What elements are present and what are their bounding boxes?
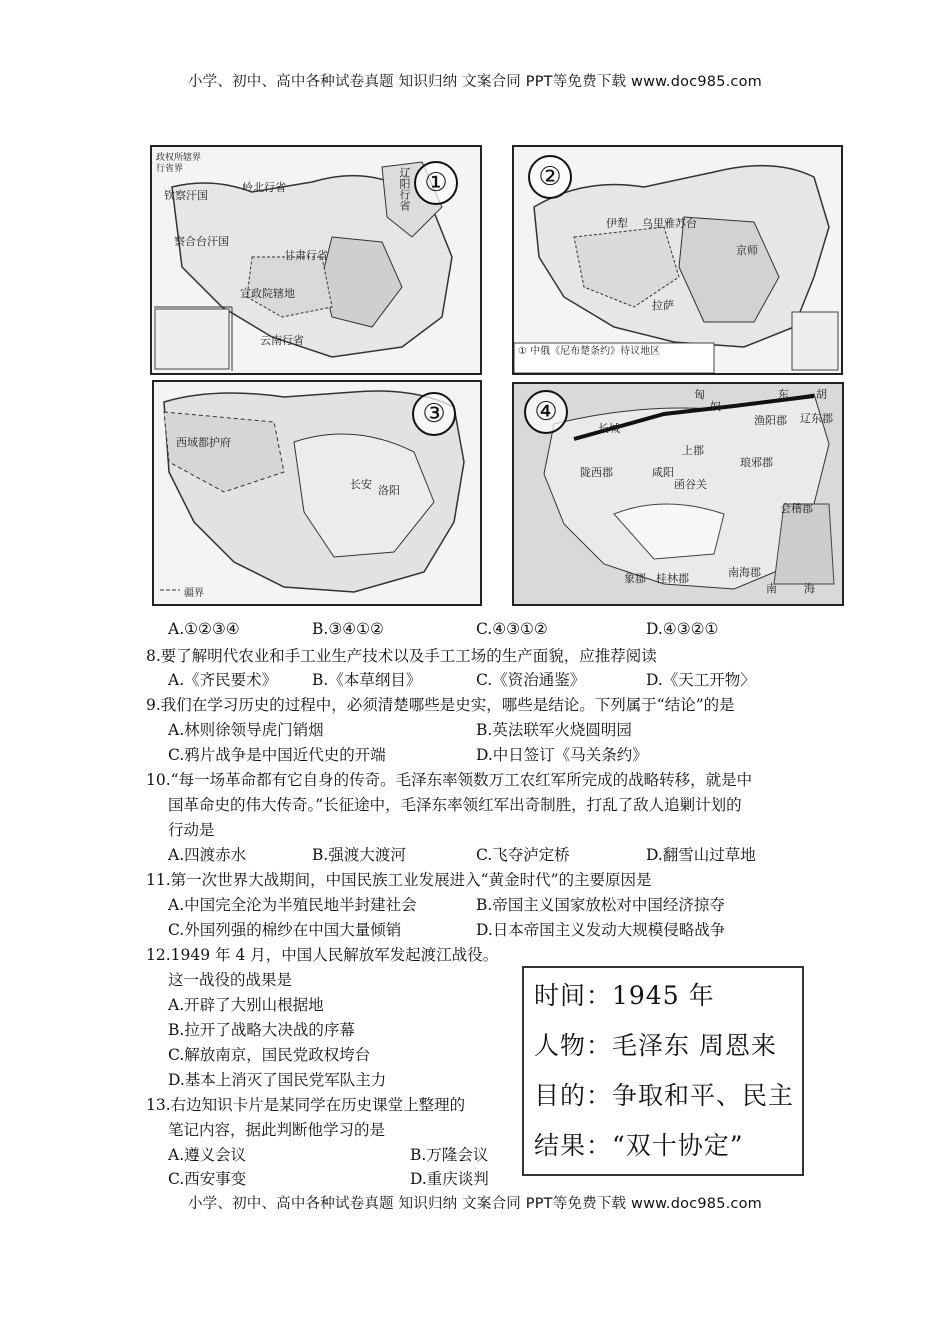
q11-option-b: B.帝国主义国家放松对中国经济掠夺 (476, 896, 725, 914)
card-row-purpose: 目的：争取和平、民主 (534, 1081, 795, 1110)
q12-option-a: A.开辟了大别山根据地 (168, 996, 324, 1014)
q12-option-d: D.基本上消灭了国民党军队主力 (168, 1071, 387, 1089)
q13-option-d: D.重庆谈判 (410, 1170, 489, 1188)
map-1-legend-1: 政权所辖界 (156, 153, 202, 163)
map-1-label: 察合台汗国 (174, 235, 229, 248)
q12-stem-line: 12.1949 年 4 月，中国人民解放军发起渡江战役。 (146, 946, 499, 964)
map-3 (152, 380, 482, 606)
map-2-label: 乌里雅苏台 (642, 217, 697, 230)
q12-option-c: C.解放南京，国民党政权垮台 (168, 1046, 371, 1064)
q8-option-c: C.《资治通鉴》 (476, 671, 586, 689)
q9-option-b: B.英法联军火烧圆明园 (476, 721, 632, 739)
knowledge-card (522, 966, 804, 1176)
card-row-people: 人物：毛泽东 周恩来 (534, 1031, 777, 1060)
map-4-number: ④ (524, 390, 568, 434)
q8-option-d: D.《天工开物〉 (646, 671, 756, 689)
map-1-label: 钦察汗国 (164, 189, 208, 202)
map-2 (512, 145, 843, 375)
page-footer: 小学、初中、高中各种试卷真题 知识归纳 文案合同 PPT等免费下载 www.doc985.com (187, 1196, 763, 1212)
map-4-label: 匈 (694, 388, 705, 401)
map-4-label: 辽东郡 (800, 412, 833, 425)
map-4-label: 南海郡 (728, 566, 761, 579)
map-4-label: 胡 (816, 388, 827, 401)
map-4-label: 陇西郡 (580, 466, 613, 479)
q13-option-b: B.万隆会议 (410, 1146, 489, 1164)
map-3-label: 洛阳 (378, 484, 400, 497)
q11-option-a: A.中国完全沦为半殖民地半封建社会 (168, 896, 417, 914)
map-3-label: 西域都护府 (176, 436, 231, 449)
q7-option-d: D.④③②① (646, 620, 719, 638)
q10-option-b: B.强渡大渡河 (312, 846, 406, 864)
map-3-label: 长安 (350, 478, 372, 491)
map-4-label: 桂林郡 (656, 572, 689, 585)
q7-option-b: B.③④①② (312, 620, 384, 638)
q10-stem-line: 10.“每一场革命都有它自身的传奇。毛泽东率领数万工农红军所完成的战略转移，就是中 (146, 771, 753, 789)
q9-option-d: D.中日签订《马关条约》 (476, 746, 648, 764)
q10-stem-line: 国革命史的伟大传奇。”长征途中，毛泽东率领红军出奇制胜，打乱了敌人追剿计划的 (168, 796, 742, 814)
map-1-label: 云南行省 (260, 334, 304, 347)
q7-option-a: A.①②③④ (168, 620, 240, 638)
map-1-number: ① (414, 161, 458, 205)
map-4-label: 函谷关 (674, 478, 707, 491)
q11-option-c: C.外国列强的棉纱在中国大量倾销 (168, 921, 402, 939)
q13-option-a: A.遵义会议 (168, 1146, 247, 1164)
q7-option-c: C.④③①② (476, 620, 548, 638)
map-2-label: 伊犁 (606, 217, 628, 230)
q10-stem-line: 行动是 (168, 821, 215, 839)
map-3-legend: 疆界 (184, 588, 204, 599)
map-4-label: 东 (778, 388, 789, 401)
q13-stem-line: 笔记内容，据此判断他学习的是 (168, 1121, 386, 1139)
map-2-label: 拉萨 (652, 299, 674, 312)
q9-option-a: A.林则徐领导虎门销烟 (168, 721, 324, 739)
map-2-legend: ① 中俄《尼布楚条约》待议地区 (518, 346, 661, 357)
map-4-label: 奴 (710, 400, 721, 413)
map-1-label: 辽阳行省 (398, 167, 411, 211)
q9-option-c: C.鸦片战争是中国近代史的开端 (168, 746, 386, 764)
map-4-label: 上郡 (682, 444, 704, 457)
map-4-label: 象郡 (624, 572, 646, 585)
map-3-number: ③ (412, 392, 456, 436)
q10-option-c: C.飞夺泸定桥 (476, 846, 570, 864)
map-1-legend-2: 行省界 (156, 164, 184, 174)
map-4-label: 南 (766, 582, 777, 595)
q12-option-b: B.拉开了战略大决战的序幕 (168, 1021, 355, 1039)
q8-stem: 8.要了解明代农业和手工业生产技术以及手工工场的生产面貌，应推荐阅读 (146, 647, 657, 665)
map-1-label: 甘肃行省 (284, 249, 328, 262)
map-4-label: 咸阳 (652, 466, 674, 479)
map-1-label: 岭北行省 (242, 181, 286, 194)
map-4-label: 海 (804, 582, 815, 595)
q8-option-a: A.《齐民要术》 (168, 671, 278, 689)
map-4-label: 会稽郡 (780, 502, 813, 515)
q13-option-c: C.西安事变 (168, 1170, 247, 1188)
map-2-label: 京师 (736, 244, 758, 257)
q12-stem-line: 这一战役的战果是 (168, 971, 293, 989)
map-1-label: 宣政院辖地 (240, 287, 295, 300)
q11-stem: 11.第一次世界大战期间，中国民族工业发展进入“黄金时代”的主要原因是 (146, 871, 652, 889)
q8-option-b: B.《本草纲目》 (312, 671, 422, 689)
map-4-label: 琅邪郡 (740, 456, 773, 469)
q11-option-d: D.日本帝国主义发动大规模侵略战争 (476, 921, 726, 939)
map-2-number: ② (528, 155, 572, 199)
map-4-label: 长城 (598, 422, 620, 435)
q13-stem-line: 13.右边知识卡片是某同学在历史课堂上整理的 (146, 1096, 466, 1114)
q10-option-a: A.四渡赤水 (168, 846, 247, 864)
q9-stem: 9.我们在学习历史的过程中，必须清楚哪些是史实，哪些是结论。下列属于“结论”的是 (146, 696, 735, 714)
page-header: 小学、初中、高中各种试卷真题 知识归纳 文案合同 PPT等免费下载 www.doc985.com (187, 74, 763, 90)
map-4-label: 渔阳郡 (754, 414, 787, 427)
card-row-result: 结果：“双十协定” (534, 1131, 744, 1160)
q10-option-d: D.翻雪山过草地 (646, 846, 756, 864)
card-row-time: 时间：1945 年 (534, 981, 715, 1010)
map-4 (512, 382, 844, 606)
map-1 (150, 145, 482, 375)
